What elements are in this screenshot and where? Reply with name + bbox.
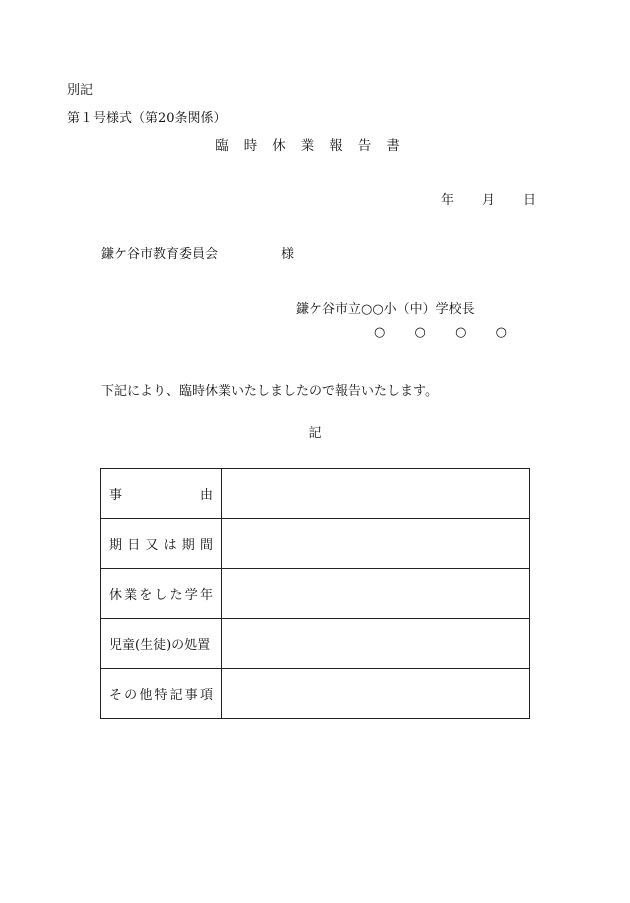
date-year-label: 年 xyxy=(441,193,455,208)
table-row-label-cell xyxy=(101,569,222,619)
addressee-honorific: 様 xyxy=(281,247,295,262)
date-month-label: 月 xyxy=(481,193,495,208)
name-placeholder-2: ○ xyxy=(414,325,426,340)
table-row-label-cell xyxy=(101,669,222,719)
table-row-label-cell xyxy=(101,469,222,519)
table-row xyxy=(101,619,530,669)
table-row-label-cell xyxy=(101,619,222,669)
table-row xyxy=(101,569,530,619)
sender-organization: 鎌ケ谷市立○○小（中）学校長 xyxy=(296,302,475,317)
name-placeholder-1: ○ xyxy=(374,325,386,340)
ki-label: 記 xyxy=(308,426,322,441)
table-row xyxy=(101,469,530,519)
body-text: 下記により、臨時休業いたしましたので報告いたします。 xyxy=(101,384,438,399)
date-line xyxy=(441,189,536,208)
table-row-label: そ の 他 特 記 事 項 xyxy=(109,688,213,703)
table-row-label: 児童(生徒)の処置 xyxy=(109,638,211,653)
table-row-label-cell xyxy=(101,519,222,569)
sender-name-placeholder xyxy=(374,325,507,340)
table-row-value-cell[interactable] xyxy=(222,619,530,669)
document-title: 臨時休業報告書 xyxy=(215,138,415,154)
date-day-label: 日 xyxy=(522,193,536,208)
table-row xyxy=(101,519,530,569)
table-row-value-cell[interactable] xyxy=(222,669,530,719)
table-row xyxy=(101,669,530,719)
table-row-value-cell[interactable] xyxy=(222,469,530,519)
table-row-label: 事 由 xyxy=(109,488,213,503)
addressee-name: 鎌ケ谷市教育委員会 xyxy=(101,247,219,262)
appendix-label: 別記 xyxy=(67,83,94,98)
name-placeholder-3: ○ xyxy=(455,325,467,340)
table-row-label: 休 業 を し た 学 年 xyxy=(109,588,213,603)
table-row-value-cell[interactable] xyxy=(222,569,530,619)
table-row-label: 期 日 又 は 期 間 xyxy=(109,538,213,553)
form-number: 第１号様式（第20条関係） xyxy=(67,111,227,126)
table-row-value-cell[interactable] xyxy=(222,519,530,569)
detail-table xyxy=(100,468,530,719)
name-placeholder-4: ○ xyxy=(495,325,507,340)
detail-table-body xyxy=(101,469,530,719)
